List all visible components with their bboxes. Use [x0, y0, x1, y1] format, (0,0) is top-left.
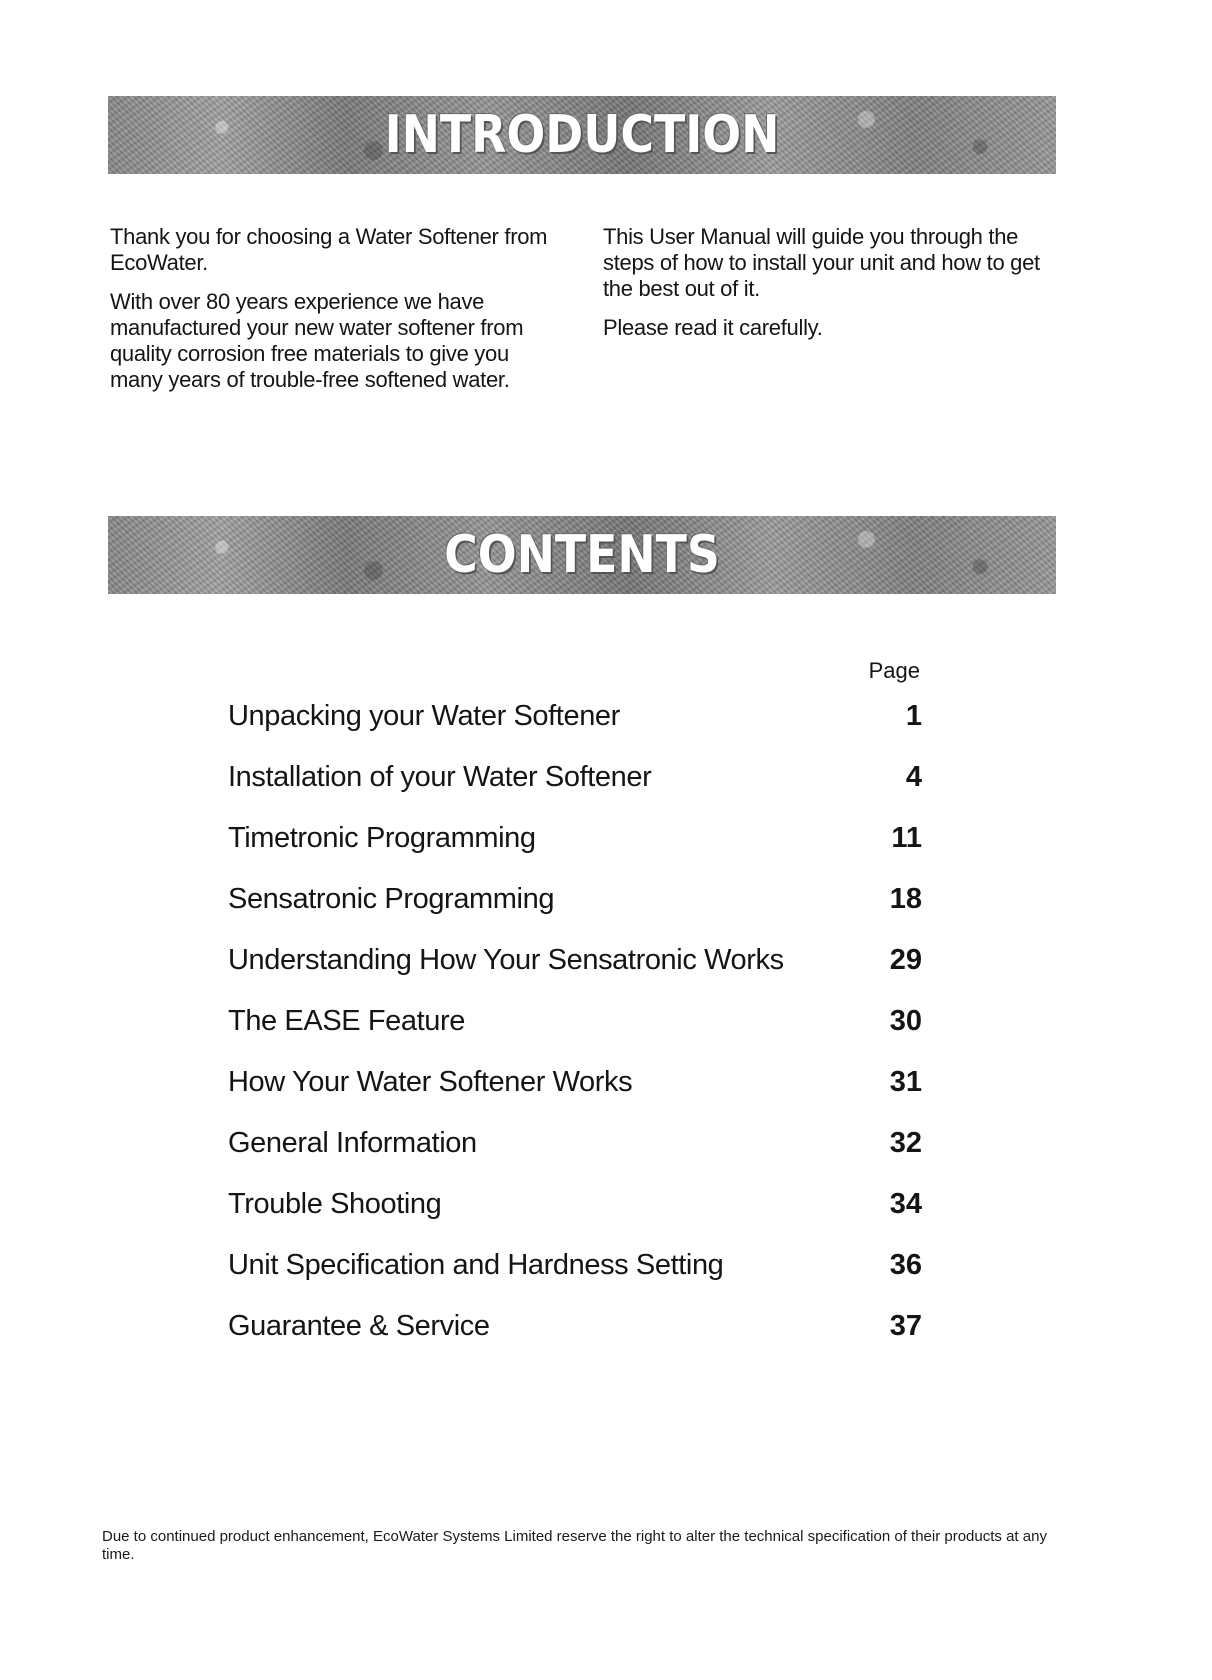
toc-entry-title: The EASE Feature: [228, 1005, 465, 1037]
toc-entry-trouble-shooting: [228, 1188, 922, 1249]
toc-entry-how-it-works: [228, 1066, 922, 1127]
introduction-right-column: [603, 224, 1053, 354]
toc-entry-page: 36: [889, 1249, 922, 1281]
toc-entry-title: General Information: [228, 1127, 477, 1159]
toc-entry-title: How Your Water Softener Works: [228, 1066, 633, 1098]
toc-entry-page: 18: [889, 883, 922, 915]
intro-paragraph-thank-you: Thank you for choosing a Water Softener from EcoWater.: [110, 224, 548, 275]
toc-entry-page: 37: [889, 1310, 922, 1342]
toc-entry-page: 29: [889, 944, 922, 976]
page-column-label: Page: [868, 658, 920, 683]
toc-entry-installation: [228, 761, 922, 822]
intro-paragraph-experience: With over 80 years experience we have manufactured your new water softener from quality corrosion free materials to give you many years of trouble-free softened water.: [110, 289, 524, 392]
toc-entry-guarantee-service: [228, 1310, 922, 1371]
toc-entry-title: Timetronic Programming: [228, 822, 536, 854]
toc-entry-title: Unit Specification and Hardness Setting: [228, 1249, 724, 1281]
toc-entry-title: Sensatronic Programming: [228, 883, 555, 915]
table-of-contents: [228, 700, 922, 1371]
toc-entry-page: 31: [889, 1066, 922, 1098]
introduction-banner: [108, 96, 1056, 174]
introduction-left-column: [110, 224, 550, 406]
specification-disclaimer: Due to continued product enhancement, EcoWater Systems Limited reserve the right to alter the technical specification of their products at any time.: [102, 1528, 1047, 1563]
toc-entry-title: Understanding How Your Sensatronic Works: [228, 944, 784, 976]
intro-paragraph-manual-guide: This User Manual will guide you through the steps of how to install your unit and how to get the best out of it.: [603, 224, 1040, 301]
toc-entry-page: 1: [905, 700, 922, 732]
toc-entry-page: 4: [905, 761, 922, 793]
toc-entry-title: Installation of your Water Softener: [228, 761, 652, 793]
contents-banner: [108, 516, 1056, 594]
toc-entry-ease-feature: [228, 1005, 922, 1066]
toc-entry-general-information: [228, 1127, 922, 1188]
toc-entry-page: 34: [889, 1188, 922, 1220]
contents-heading: CONTENTS: [444, 525, 720, 585]
toc-entry-title: Guarantee & Service: [228, 1310, 490, 1342]
toc-entry-title: Unpacking your Water Softener: [228, 700, 620, 732]
intro-paragraph-read-carefully: Please read it carefully.: [603, 315, 823, 340]
toc-entry-understanding-sensatronic: [228, 944, 922, 1005]
toc-entry-page: 30: [889, 1005, 922, 1037]
toc-entry-timetronic: [228, 822, 922, 883]
toc-entry-title: Trouble Shooting: [228, 1188, 442, 1220]
toc-entry-page: 11: [891, 822, 922, 854]
toc-entry-sensatronic-programming: [228, 883, 922, 944]
introduction-heading: INTRODUCTION: [384, 105, 780, 165]
toc-entry-unit-specification: [228, 1249, 922, 1310]
toc-entry-page: 32: [889, 1127, 922, 1159]
toc-entry-unpacking: [228, 700, 922, 761]
